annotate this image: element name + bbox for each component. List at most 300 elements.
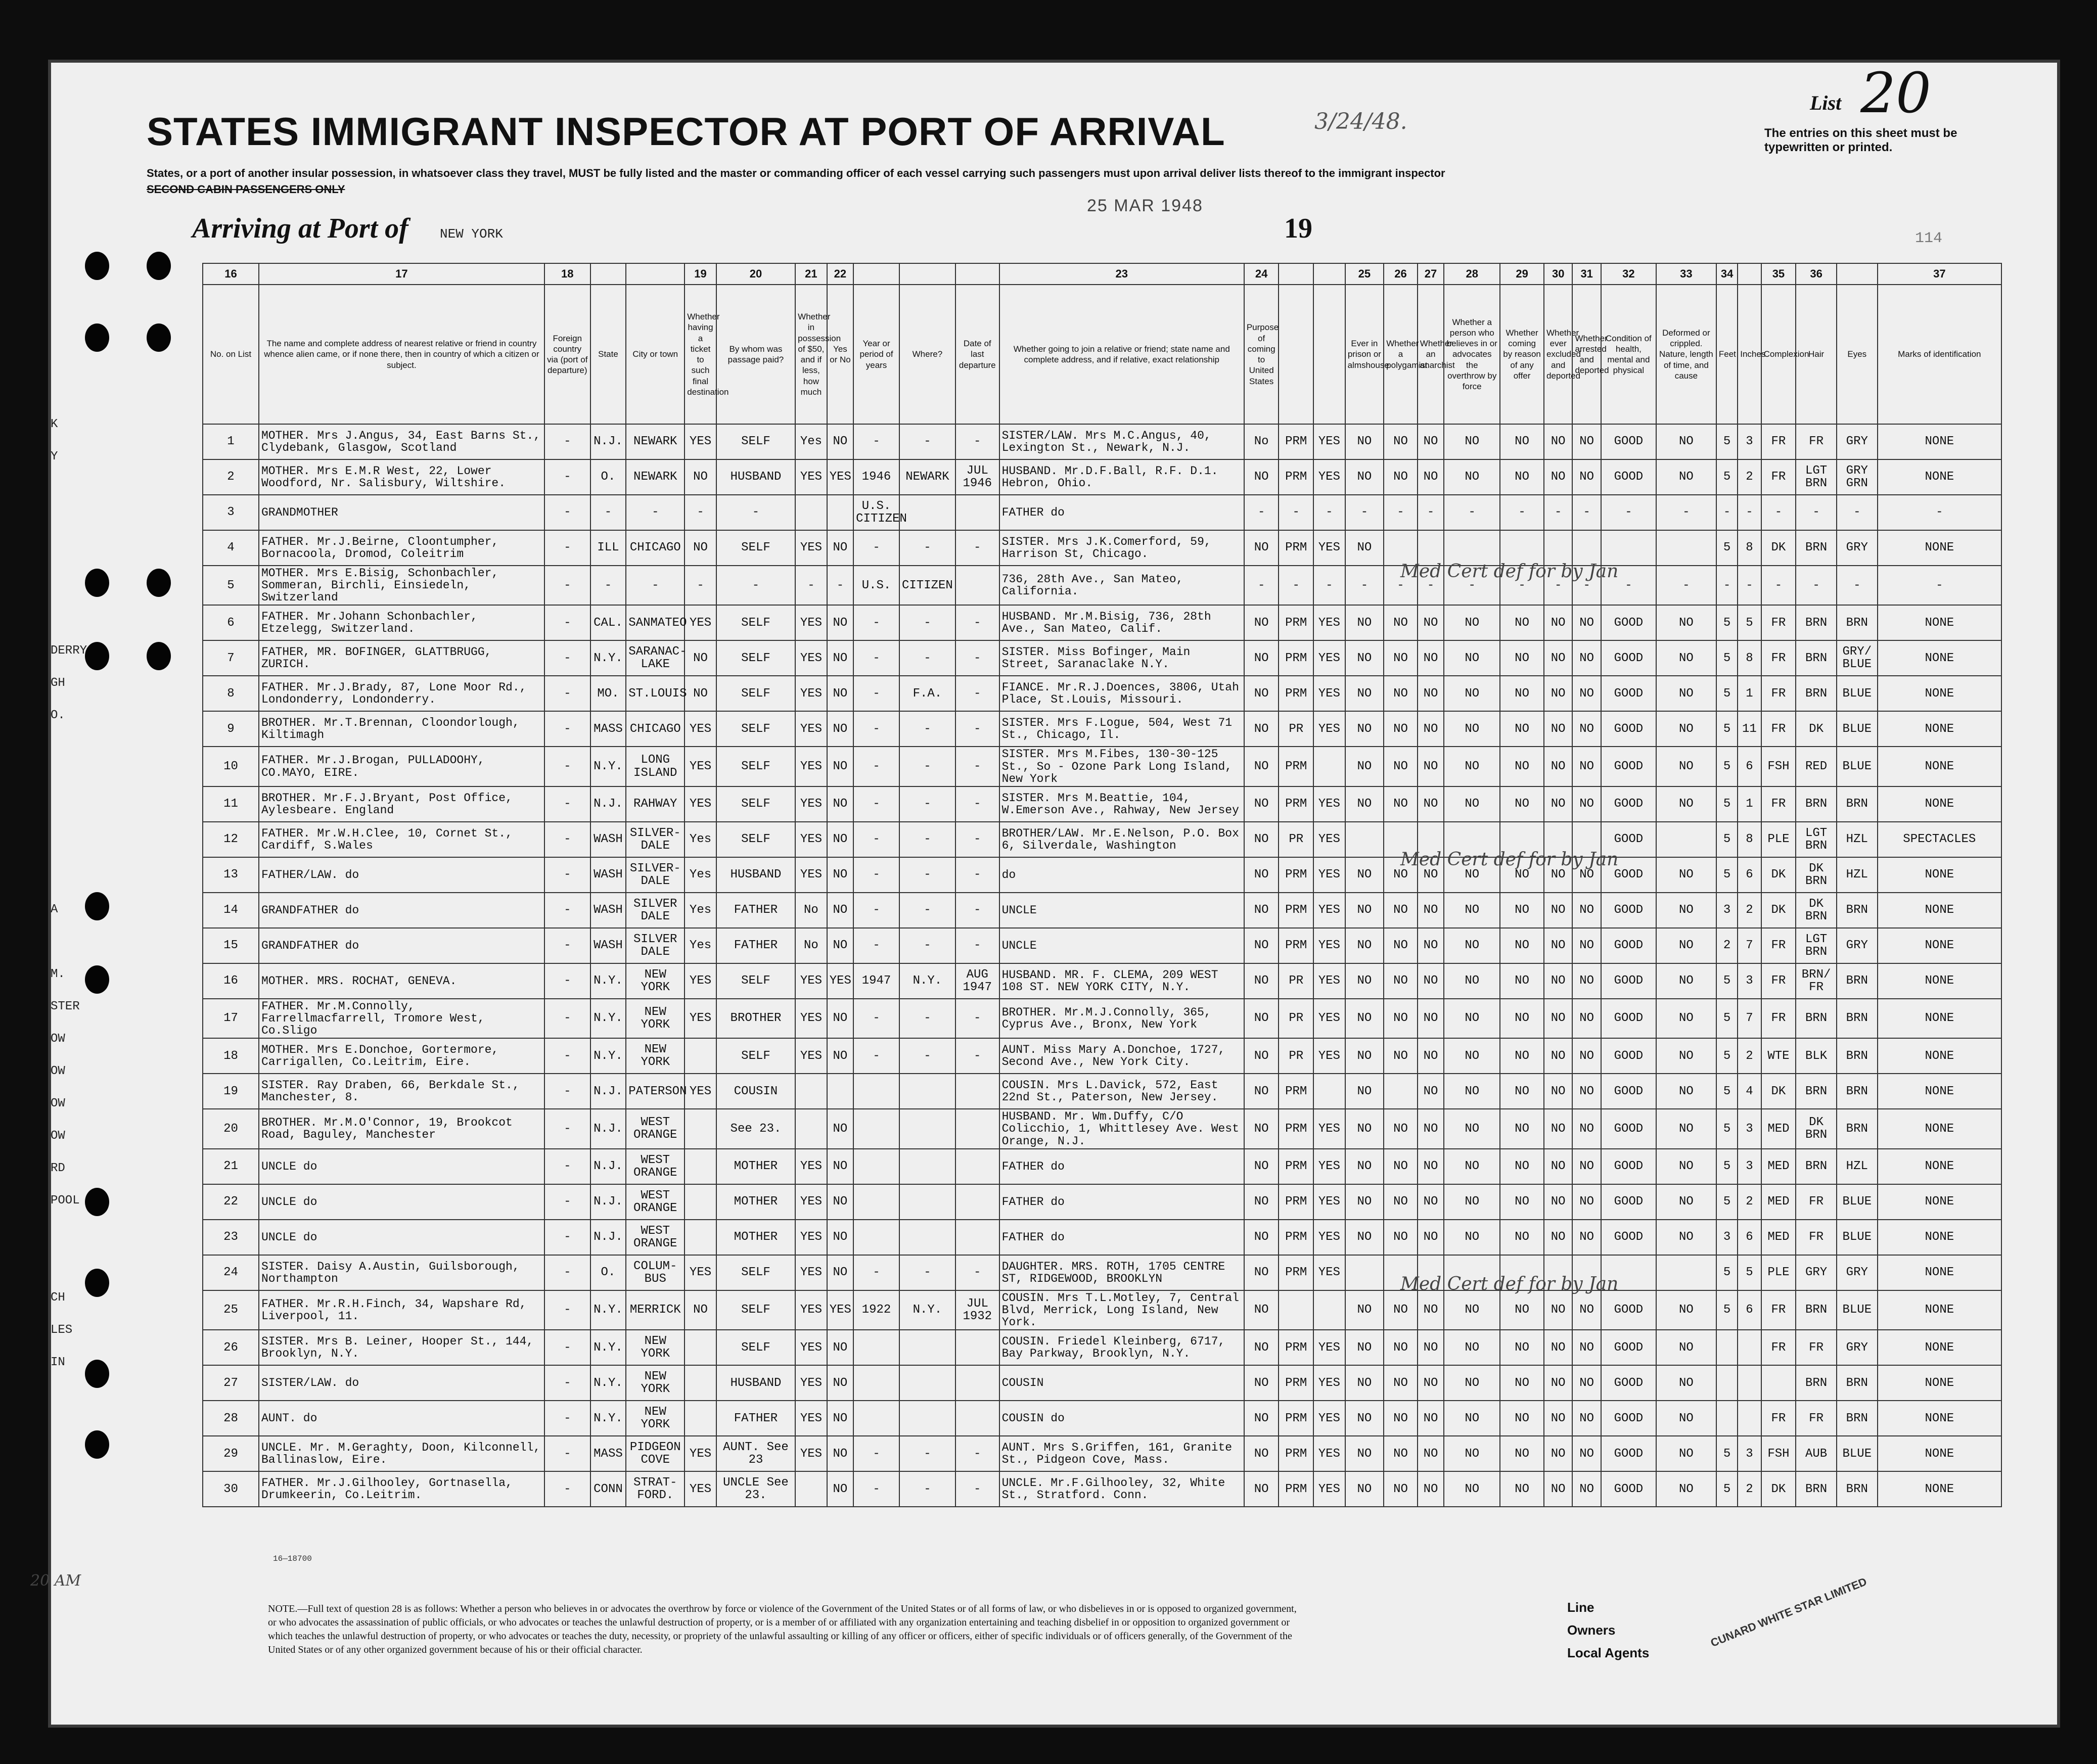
cell-deformed: NO — [1656, 1038, 1716, 1074]
cell-no: 25 — [203, 1290, 259, 1330]
cell-fifty: YES — [795, 747, 827, 786]
cell-paid: SELF — [716, 676, 795, 711]
cell-comp: - — [1761, 495, 1796, 530]
cell-no: 11 — [203, 786, 259, 822]
left-margin-text — [51, 935, 147, 967]
cell-health: GOOD — [1601, 747, 1656, 786]
cell-q30: NO — [1544, 1038, 1572, 1074]
cell-poly: NO — [1384, 857, 1418, 893]
cell-city: PATERSON — [626, 1074, 685, 1109]
cell-city: NEW YORK — [626, 999, 685, 1038]
cell-foreign: - — [544, 640, 590, 676]
header-where: Where? — [899, 285, 955, 424]
cell-hair: RED — [1796, 747, 1837, 786]
cell-anar: NO — [1418, 747, 1444, 786]
table-row — [203, 822, 2001, 857]
cell-paid: SELF — [716, 530, 795, 566]
cell-prison: NO — [1345, 1184, 1384, 1220]
cell-health: GOOD — [1601, 928, 1656, 963]
cell-feet: 5 — [1716, 963, 1738, 999]
cell-q28: NO — [1444, 1149, 1500, 1184]
cell-period: - — [853, 605, 899, 640]
cell-comp: FSH — [1761, 747, 1796, 786]
cell-citizen: YES — [1313, 1436, 1345, 1471]
left-margin-text — [51, 482, 147, 515]
left-margin-text: OW — [51, 1032, 65, 1046]
cell-q28: NO — [1444, 1184, 1500, 1220]
cell-fifty: YES — [795, 640, 827, 676]
cell-paid: FATHER — [716, 928, 795, 963]
cell-prison: NO — [1345, 459, 1384, 495]
cell-rel: SISTER. Daisy A.Austin, Guilsborough, Northampton — [259, 1255, 544, 1290]
cell-eyes: BRN — [1837, 1471, 1878, 1507]
cell-rel: SISTER. Ray Draben, 66, Berkdale St., Manchester, 8. — [259, 1074, 544, 1109]
cell-hair: DK — [1796, 711, 1837, 747]
cell-dep: - — [955, 1471, 999, 1507]
cell-hair: BRN — [1796, 1365, 1837, 1401]
cell-inches: 1 — [1738, 676, 1761, 711]
cell-period: - — [853, 424, 899, 459]
cell-rel: FATHER. Mr.Johann Schonbachler, Etzelegg, Switzerland. — [259, 605, 544, 640]
cell-city: NEW YORK — [626, 963, 685, 999]
cell-inches: 11 — [1738, 711, 1761, 747]
cell-ticket: NO — [685, 459, 716, 495]
cell-ticket: Yes — [685, 893, 716, 928]
column-number: 27 — [1418, 263, 1444, 285]
cell-ticket: YES — [685, 1074, 716, 1109]
cell-q28: NO — [1444, 999, 1500, 1038]
cell-where — [899, 1220, 955, 1255]
cell-purpose: NO — [1244, 1255, 1279, 1290]
cell-paid: MOTHER — [716, 1220, 795, 1255]
cell-anar: NO — [1418, 999, 1444, 1038]
cell-where — [899, 495, 955, 530]
cell-anar: NO — [1418, 676, 1444, 711]
cell-city: SARANAC-LAKE — [626, 640, 685, 676]
cell-foreign: - — [544, 822, 590, 857]
cell-inches: 2 — [1738, 893, 1761, 928]
cell-purpose: NO — [1244, 857, 1279, 893]
cell-rel: BROTHER. Mr.T.Brennan, Cloondorlough, Kiltimagh — [259, 711, 544, 747]
cell-period: 1946 — [853, 459, 899, 495]
cell-foreign: - — [544, 786, 590, 822]
cell-deformed: NO — [1656, 605, 1716, 640]
table-row — [203, 530, 2001, 566]
cell-feet — [1716, 1330, 1738, 1365]
punch-hole — [147, 323, 171, 352]
header-foreign: Foreign country via (port of departure) — [544, 285, 590, 424]
cell-paid: SELF — [716, 711, 795, 747]
cell-where: - — [899, 424, 955, 459]
cell-feet: 5 — [1716, 822, 1738, 857]
column-number: 29 — [1500, 263, 1544, 285]
cell-comp: FR — [1761, 459, 1796, 495]
left-margin-text: M. — [51, 967, 65, 981]
table-row — [203, 1109, 2001, 1148]
cell-dep: JUL 1946 — [955, 459, 999, 495]
cell-q29: NO — [1500, 1109, 1544, 1148]
cell-hair: DK BRN — [1796, 1109, 1837, 1148]
cell-dep — [955, 566, 999, 605]
cell-period: - — [853, 822, 899, 857]
cell-comp: MED — [1761, 1109, 1796, 1148]
table-row — [203, 1255, 2001, 1290]
table-row — [203, 1184, 2001, 1220]
cell-length: PRM — [1279, 786, 1313, 822]
cell-where — [899, 1184, 955, 1220]
header-deformed: Deformed or crippled. Nature, length of time, and cause — [1656, 285, 1716, 424]
cell-fifty: YES — [795, 999, 827, 1038]
cell-q28: NO — [1444, 1220, 1500, 1255]
cell-paid: SELF — [716, 786, 795, 822]
cell-before: NO — [827, 747, 853, 786]
cell-deformed: NO — [1656, 1184, 1716, 1220]
cell-deformed: NO — [1656, 1290, 1716, 1330]
cell-rel: FATHER/LAW. do — [259, 857, 544, 893]
cell-citizen: YES — [1313, 530, 1345, 566]
cell-join: UNCLE — [999, 893, 1244, 928]
form-code: 16—18700 — [273, 1554, 312, 1563]
cell-q31: NO — [1572, 640, 1601, 676]
cell-q29: - — [1500, 495, 1544, 530]
cell-join: COUSIN. Friedel Kleinberg, 6717, Bay Parkway, Brooklyn, N.Y. — [999, 1330, 1244, 1365]
cell-comp: - — [1761, 566, 1796, 605]
cell-join: COUSIN do — [999, 1401, 1244, 1436]
cell-citizen — [1313, 1290, 1345, 1330]
cell-inches: 3 — [1738, 424, 1761, 459]
cell-purpose: NO — [1244, 1436, 1279, 1471]
cell-dep — [955, 495, 999, 530]
cell-poly: NO — [1384, 424, 1418, 459]
line-stamp: CUNARD WHITE STAR LIMITED — [1709, 1575, 1869, 1650]
cell-join: COUSIN. Mrs T.L.Motley, 7, Central Blvd, Merrick, Long Island, New York. — [999, 1290, 1244, 1330]
cell-no: 1 — [203, 424, 259, 459]
cell-health: GOOD — [1601, 1365, 1656, 1401]
cell-marks: NONE — [1878, 1255, 2001, 1290]
header-complexion: Complexion — [1761, 285, 1796, 424]
cell-length: PR — [1279, 822, 1313, 857]
cell-dep: - — [955, 893, 999, 928]
cell-q30: NO — [1544, 1436, 1572, 1471]
cell-fifty: Yes — [795, 424, 827, 459]
cell-hair: BRN — [1796, 640, 1837, 676]
cell-before: NO — [827, 857, 853, 893]
cell-period: - — [853, 857, 899, 893]
cell-q30: NO — [1544, 1184, 1572, 1220]
cell-feet: 5 — [1716, 424, 1738, 459]
cell-paid: BROTHER — [716, 999, 795, 1038]
cell-inches: 5 — [1738, 1255, 1761, 1290]
cell-health: GOOD — [1601, 857, 1656, 893]
cell-paid: SELF — [716, 1038, 795, 1074]
left-margin-text: CH — [51, 1291, 65, 1305]
cell-marks: SPECTACLES — [1878, 822, 2001, 857]
cell-q31: NO — [1572, 1436, 1601, 1471]
cell-inches — [1738, 1401, 1761, 1436]
cell-eyes: BRN — [1837, 1401, 1878, 1436]
entries-note: The entries on this sheet must be typewritten or printed. — [1764, 126, 1957, 154]
cell-city: RAHWAY — [626, 786, 685, 822]
cell-period: U.S. CITIZEN — [853, 495, 899, 530]
cell-marks: NONE — [1878, 1330, 2001, 1365]
cell-where: - — [899, 747, 955, 786]
cell-q31: - — [1572, 495, 1601, 530]
cell-anar: NO — [1418, 1149, 1444, 1184]
cell-q28: NO — [1444, 1038, 1500, 1074]
cell-deformed: NO — [1656, 893, 1716, 928]
cell-city: NEW YORK — [626, 1038, 685, 1074]
cell-eyes: BRN — [1837, 893, 1878, 928]
owners-label: Owners — [1567, 1622, 1616, 1638]
cell-ticket — [685, 1038, 716, 1074]
cell-q31: NO — [1572, 857, 1601, 893]
cell-inches: 3 — [1738, 1436, 1761, 1471]
column-number: 19 — [685, 263, 716, 285]
cell-inches: 5 — [1738, 605, 1761, 640]
cell-inches: 3 — [1738, 1149, 1761, 1184]
cell-marks: NONE — [1878, 459, 2001, 495]
cell-paid: SELF — [716, 1255, 795, 1290]
list-number: 20 — [1860, 61, 1931, 125]
cell-marks: NONE — [1878, 999, 2001, 1038]
header-state: State — [590, 285, 626, 424]
cell-foreign: - — [544, 1149, 590, 1184]
cell-before: YES — [827, 1290, 853, 1330]
cell-anar: NO — [1418, 640, 1444, 676]
cell-prison: NO — [1345, 963, 1384, 999]
cell-citizen: YES — [1313, 1330, 1345, 1365]
cell-dep: - — [955, 786, 999, 822]
cell-ticket — [685, 1109, 716, 1148]
cell-foreign: - — [544, 1330, 590, 1365]
cell-purpose: NO — [1244, 963, 1279, 999]
cell-state: O. — [590, 1255, 626, 1290]
cell-where: N.Y. — [899, 1290, 955, 1330]
cell-purpose: NO — [1244, 605, 1279, 640]
cell-city: CHICAGO — [626, 530, 685, 566]
cell-q31: NO — [1572, 893, 1601, 928]
cell-ticket: YES — [685, 711, 716, 747]
cell-purpose: NO — [1244, 676, 1279, 711]
cell-period: - — [853, 530, 899, 566]
cell-marks: NONE — [1878, 424, 2001, 459]
cell-marks: NONE — [1878, 1401, 2001, 1436]
cell-no: 5 — [203, 566, 259, 605]
cell-period — [853, 1365, 899, 1401]
cell-q28: NO — [1444, 1074, 1500, 1109]
table-row — [203, 928, 2001, 963]
cell-inches: 2 — [1738, 1038, 1761, 1074]
cell-before: NO — [827, 1365, 853, 1401]
cell-no: 4 — [203, 530, 259, 566]
left-margin-text: Y — [51, 450, 58, 463]
cell-health — [1601, 530, 1656, 566]
cell-length: PRM — [1279, 893, 1313, 928]
cell-state: WASH — [590, 857, 626, 893]
cell-inches: 6 — [1738, 1220, 1761, 1255]
cell-citizen: YES — [1313, 424, 1345, 459]
cell-foreign: - — [544, 1074, 590, 1109]
cell-ticket: YES — [685, 1471, 716, 1507]
cell-comp: DK — [1761, 1471, 1796, 1507]
cell-q28: NO — [1444, 1365, 1500, 1401]
cell-foreign: - — [544, 1109, 590, 1148]
cell-marks: NONE — [1878, 1220, 2001, 1255]
cell-length: PRM — [1279, 530, 1313, 566]
cell-comp: FR — [1761, 1290, 1796, 1330]
cell-prison: NO — [1345, 1330, 1384, 1365]
cell-health: GOOD — [1601, 822, 1656, 857]
cell-period: - — [853, 711, 899, 747]
cell-before: NO — [827, 822, 853, 857]
cell-no: 18 — [203, 1038, 259, 1074]
cell-fifty: YES — [795, 1436, 827, 1471]
cell-where: - — [899, 822, 955, 857]
cell-city: CHICAGO — [626, 711, 685, 747]
cell-city: ST.LOUIS — [626, 676, 685, 711]
cell-before: NO — [827, 1109, 853, 1148]
cell-q31: NO — [1572, 1149, 1601, 1184]
cell-purpose: NO — [1244, 1074, 1279, 1109]
cell-before: NO — [827, 1401, 853, 1436]
cell-join: COUSIN — [999, 1365, 1244, 1401]
cell-no: 24 — [203, 1255, 259, 1290]
cell-join: HUSBAND. Mr.D.F.Ball, R.F. D.1. Hebron, Ohio. — [999, 459, 1244, 495]
cell-foreign: - — [544, 1436, 590, 1471]
column-number: 35 — [1761, 263, 1796, 285]
cell-join: FATHER do — [999, 1220, 1244, 1255]
cell-hair: FR — [1796, 1330, 1837, 1365]
cell-period — [853, 1220, 899, 1255]
column-number-row — [203, 263, 2001, 285]
column-number — [853, 263, 899, 285]
cell-q31: NO — [1572, 676, 1601, 711]
cell-foreign: - — [544, 530, 590, 566]
table-row — [203, 1365, 2001, 1401]
cell-poly — [1384, 530, 1418, 566]
cell-comp — [1761, 1365, 1796, 1401]
cell-period — [853, 1401, 899, 1436]
cell-q31: NO — [1572, 1109, 1601, 1148]
left-margin-text — [51, 741, 147, 773]
cell-comp: FR — [1761, 928, 1796, 963]
cell-rel: FATHER. Mr.W.H.Clee, 10, Cornet St., Cardiff, S.Wales — [259, 822, 544, 857]
cell-length: PRM — [1279, 1471, 1313, 1507]
cell-city: NEW YORK — [626, 1365, 685, 1401]
cell-no: 28 — [203, 1401, 259, 1436]
left-margin-text — [51, 870, 147, 903]
cell-hair: BRN — [1796, 999, 1837, 1038]
cell-length: PRM — [1279, 747, 1313, 786]
cell-anar: NO — [1418, 1038, 1444, 1074]
cell-comp: DK — [1761, 857, 1796, 893]
column-number: 34 — [1716, 263, 1738, 285]
cell-dep: - — [955, 530, 999, 566]
cell-poly: NO — [1384, 1149, 1418, 1184]
cell-dep: - — [955, 640, 999, 676]
cell-dep — [955, 1074, 999, 1109]
cell-eyes: BLUE — [1837, 711, 1878, 747]
cell-fifty: YES — [795, 605, 827, 640]
cell-eyes: BRN — [1837, 1074, 1878, 1109]
cell-anar: NO — [1418, 1074, 1444, 1109]
cell-inches: 4 — [1738, 1074, 1761, 1109]
cell-q28: NO — [1444, 1436, 1500, 1471]
cell-poly: NO — [1384, 676, 1418, 711]
cell-poly: NO — [1384, 893, 1418, 928]
cell-eyes: HZL — [1837, 1149, 1878, 1184]
cell-purpose: NO — [1244, 711, 1279, 747]
cell-anar: NO — [1418, 1184, 1444, 1220]
cell-join: BROTHER. Mr.M.J.Connolly, 365, Cyprus Ave., Bronx, New York — [999, 999, 1244, 1038]
column-number: 22 — [827, 263, 853, 285]
cell-q30: NO — [1544, 640, 1572, 676]
cell-poly: NO — [1384, 1471, 1418, 1507]
line-label: Line — [1567, 1600, 1594, 1615]
cell-eyes: GRY GRN — [1837, 459, 1878, 495]
cell-q31: NO — [1572, 1038, 1601, 1074]
cell-rel: SISTER. Mrs B. Leiner, Hooper St., 144, Brooklyn, N.Y. — [259, 1330, 544, 1365]
cell-eyes: BRN — [1837, 1109, 1878, 1148]
cell-rel: FATHER. Mr.J.Beirne, Cloontumpher, Bornacoola, Dromod, Coleitrim — [259, 530, 544, 566]
cell-deformed: NO — [1656, 747, 1716, 786]
column-number — [590, 263, 626, 285]
cell-purpose: NO — [1244, 1184, 1279, 1220]
cell-q30: NO — [1544, 424, 1572, 459]
cell-foreign: - — [544, 1401, 590, 1436]
cell-anar: NO — [1418, 786, 1444, 822]
column-number: 25 — [1345, 263, 1384, 285]
cell-comp: DK — [1761, 1074, 1796, 1109]
cell-where: - — [899, 999, 955, 1038]
cell-length: PR — [1279, 963, 1313, 999]
cell-deformed: NO — [1656, 676, 1716, 711]
cell-eyes: BLUE — [1837, 1290, 1878, 1330]
cell-prison: NO — [1345, 605, 1384, 640]
cell-dep — [955, 1184, 999, 1220]
cell-paid: See 23. — [716, 1109, 795, 1148]
cell-fifty — [795, 1471, 827, 1507]
cell-q30: NO — [1544, 786, 1572, 822]
header-q31: Whether arrested and deported — [1572, 285, 1601, 424]
cell-anar: NO — [1418, 1330, 1444, 1365]
header-yesno: Yes or No — [827, 285, 853, 424]
cell-fifty: YES — [795, 459, 827, 495]
cell-deformed: NO — [1656, 1401, 1716, 1436]
cell-health: GOOD — [1601, 1471, 1656, 1507]
cell-marks: NONE — [1878, 928, 2001, 963]
cell-before: NO — [827, 605, 853, 640]
cell-fifty: YES — [795, 857, 827, 893]
header-q29: Whether coming by reason of any offer — [1500, 285, 1544, 424]
cell-where: - — [899, 857, 955, 893]
cell-no: 14 — [203, 893, 259, 928]
cell-citizen: YES — [1313, 605, 1345, 640]
cell-anar: NO — [1418, 1365, 1444, 1401]
cell-prison: NO — [1345, 786, 1384, 822]
cell-dep: - — [955, 424, 999, 459]
cell-q31: NO — [1572, 711, 1601, 747]
cell-q28: - — [1444, 566, 1500, 605]
cell-purpose: - — [1244, 495, 1279, 530]
cell-purpose: NO — [1244, 530, 1279, 566]
cell-fifty: YES — [795, 1038, 827, 1074]
cell-marks: NONE — [1878, 1109, 2001, 1148]
cell-q31: NO — [1572, 1365, 1601, 1401]
cell-join: SISTER. Mrs F.Logue, 504, West 71 St., Chicago, Il. — [999, 711, 1244, 747]
cell-city: NEWARK — [626, 459, 685, 495]
cell-length: PRM — [1279, 1330, 1313, 1365]
